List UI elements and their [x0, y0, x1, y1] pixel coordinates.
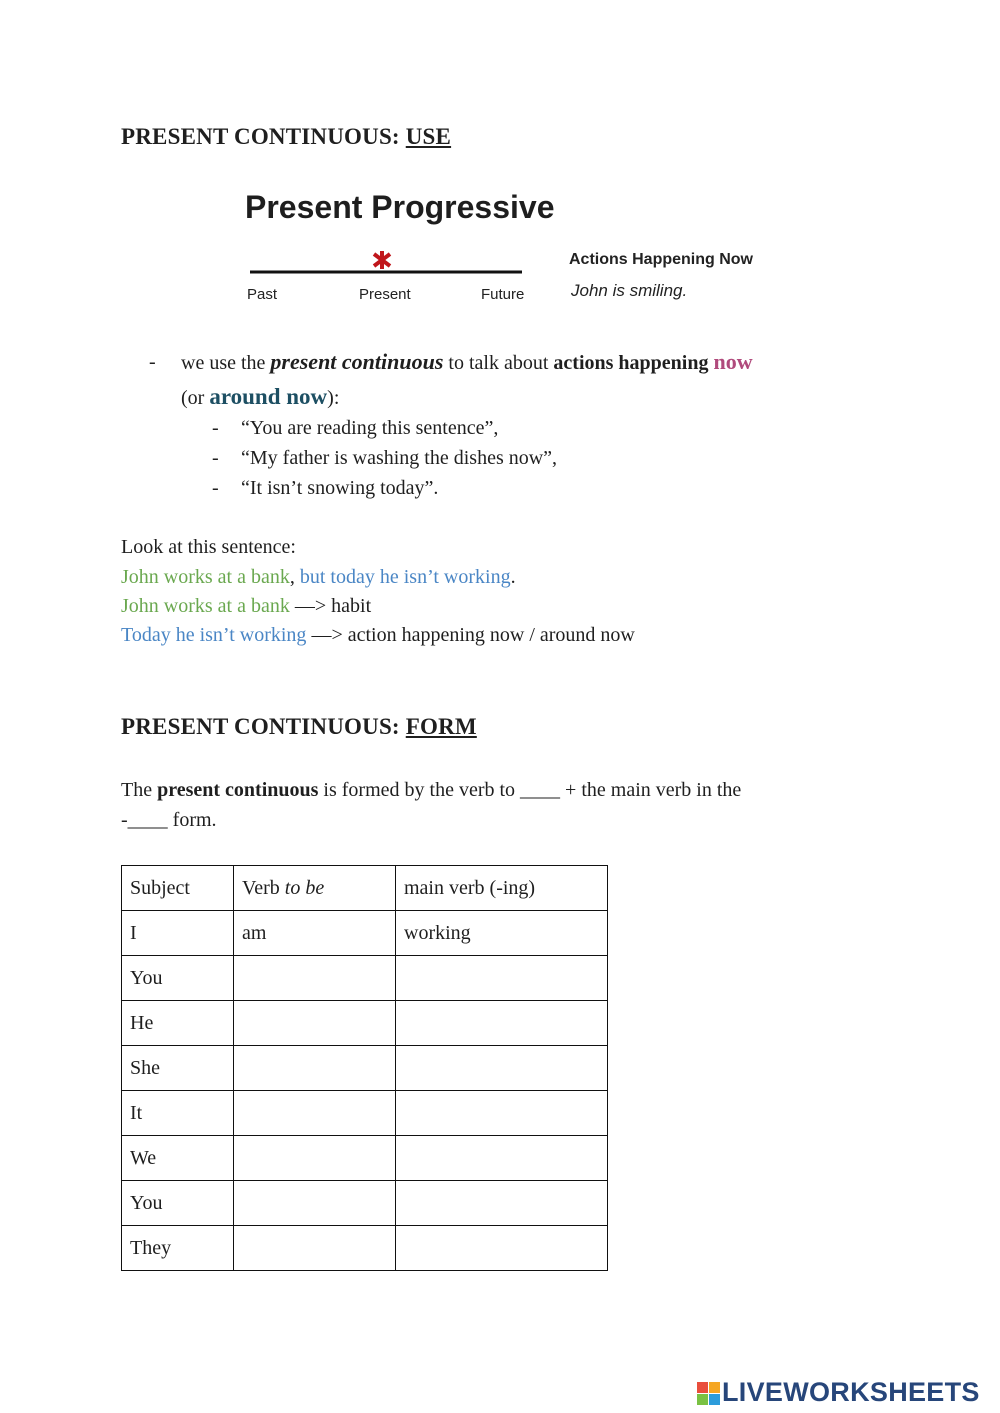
cell-subject: We [122, 1136, 234, 1181]
look-line3-rest: —> action happening now / around now [306, 624, 635, 646]
example-2: “My father is washing the dishes now”, [241, 447, 558, 469]
header-subject: Subject [122, 866, 234, 911]
form-heading [121, 714, 477, 740]
logo-text: LIVEWORKSHEETS [722, 1377, 980, 1407]
timeline-line [240, 243, 540, 283]
cell-subject: She [122, 1046, 234, 1091]
liveworksheets-logo[interactable] [697, 1377, 997, 1409]
look-line1-end: . [510, 566, 516, 588]
cell-subject: It [122, 1091, 234, 1136]
bullet-line-1 [181, 347, 881, 378]
cell-verb[interactable]: am [234, 911, 396, 956]
table-row [122, 1226, 608, 1271]
timeline-example: John is smiling. [571, 281, 688, 300]
header-verb-italic: to be [284, 876, 325, 899]
form-heading-underlined: FORM [405, 714, 477, 739]
cell-main-verb[interactable] [396, 1226, 608, 1271]
bullet-text-2: to talk about [443, 352, 554, 374]
timeline-label-future: Future [481, 286, 525, 303]
example-3: “It isn’t snowing today”. [241, 477, 439, 499]
table-row [122, 1091, 608, 1136]
cell-subject: They [122, 1226, 234, 1271]
present-marker-icon [374, 251, 390, 269]
look-line-1 [121, 562, 516, 592]
bullet-close: ): [327, 387, 340, 409]
cell-verb[interactable] [234, 1181, 396, 1226]
look-line1-comma: , [289, 566, 300, 588]
form-p-start: The [121, 779, 158, 801]
bullet-around-now: around now [209, 384, 328, 409]
cell-verb[interactable] [234, 956, 396, 1001]
table-row [122, 1181, 608, 1226]
form-p-mid: is formed by the verb to ____ + the main verb in the [318, 779, 742, 801]
bullet-line-2 [181, 382, 339, 413]
table-row [122, 956, 608, 1001]
bullet-now: now [713, 349, 753, 374]
conjugation-table [121, 865, 608, 1271]
table-row [122, 1136, 608, 1181]
use-heading [121, 124, 451, 150]
header-main-verb: main verb (-ing) [396, 866, 608, 911]
form-p-bold: present continuous [157, 779, 319, 801]
look-line1-green: John works at a bank [121, 566, 290, 588]
look-line3-blue: Today he isn’t working [121, 624, 307, 646]
look-intro: Look at this sentence: [121, 536, 296, 558]
bullet-open: (or [181, 387, 210, 409]
cell-verb[interactable] [234, 1136, 396, 1181]
look-line1-blue: but today he isn’t working [299, 566, 511, 588]
cell-main-verb[interactable] [396, 1136, 608, 1181]
cell-subject: You [122, 956, 234, 1001]
cell-verb[interactable] [234, 1001, 396, 1046]
cell-main-verb[interactable] [396, 956, 608, 1001]
look-line-2 [121, 591, 371, 621]
cell-verb[interactable] [234, 1226, 396, 1271]
sub-dash-2: - [212, 447, 219, 469]
timeline-label-present: Present [359, 286, 411, 303]
bullet-dash: - [149, 351, 156, 373]
table-header-row [122, 866, 608, 911]
table-row [122, 1001, 608, 1046]
cell-subject: I [122, 911, 234, 956]
cell-main-verb[interactable] [396, 1001, 608, 1046]
timeline-title: Present Progressive [245, 189, 555, 225]
form-paragraph-line-2: -____ form. [121, 809, 217, 831]
cell-main-verb[interactable]: working [396, 911, 608, 956]
cell-main-verb[interactable] [396, 1091, 608, 1136]
logo-blocks-icon [697, 1382, 721, 1406]
look-line-3 [121, 620, 635, 650]
timeline-caption: Actions Happening Now [569, 251, 753, 268]
use-heading-underlined: USE [405, 124, 452, 149]
bullet-term: present continuous [270, 349, 444, 374]
timeline-figure [240, 185, 780, 315]
use-heading-prefix: PRESENT CONTINUOUS: [121, 124, 406, 149]
cell-subject: He [122, 1001, 234, 1046]
cell-main-verb[interactable] [396, 1046, 608, 1091]
table-row [122, 1046, 608, 1091]
bullet-bold: actions happening [553, 352, 709, 374]
look-line2-rest: —> habit [289, 595, 372, 617]
cell-verb[interactable] [234, 1091, 396, 1136]
bullet-text-1: we use the [181, 352, 271, 374]
cell-verb[interactable] [234, 1046, 396, 1091]
sub-dash-1: - [212, 417, 219, 439]
header-verb-prefix: Verb [242, 876, 285, 899]
example-1: “You are reading this sentence”, [241, 417, 499, 439]
form-heading-prefix: PRESENT CONTINUOUS: [121, 714, 406, 739]
timeline-label-past: Past [247, 286, 278, 303]
header-verb [234, 866, 396, 911]
cell-main-verb[interactable] [396, 1181, 608, 1226]
sub-dash-3: - [212, 477, 219, 499]
form-paragraph-line-1 [121, 775, 881, 805]
table-row [122, 911, 608, 956]
look-line2-green: John works at a bank [121, 595, 290, 617]
cell-subject: You [122, 1181, 234, 1226]
